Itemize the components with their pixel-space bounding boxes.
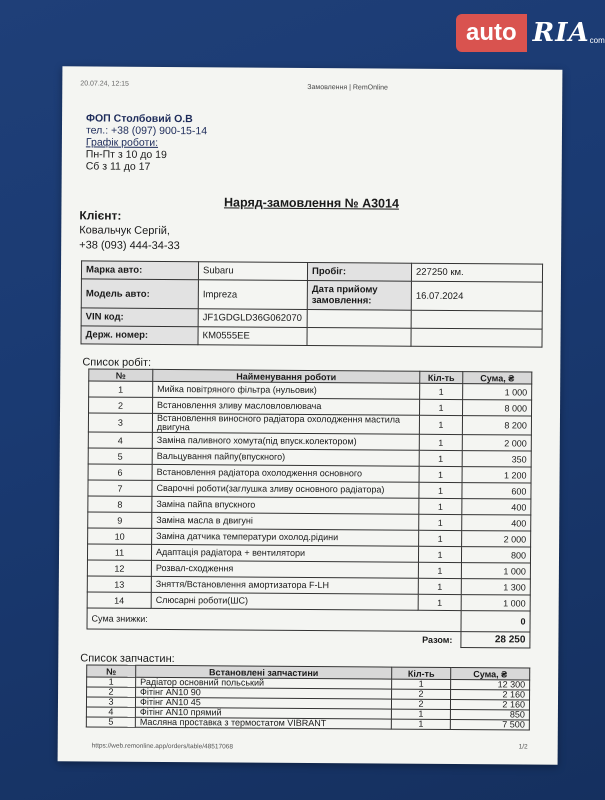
cell-num: 2	[89, 397, 153, 413]
cell-qty: 1	[419, 415, 462, 434]
cell-sum: 400	[462, 499, 531, 515]
cell-qty: 1	[419, 434, 462, 450]
total-value: 28 250	[461, 632, 530, 648]
cell-sum: 850	[450, 709, 529, 720]
parts-col-name: Встановлені запчастини	[136, 665, 392, 679]
order-title: Наряд-замовлення № А3014	[223, 195, 399, 211]
cell-qty: 2	[391, 699, 450, 709]
client-info	[79, 208, 180, 254]
car-info-table	[80, 260, 543, 347]
watermark-dot: com	[589, 35, 605, 45]
cell-num: 3	[86, 697, 135, 707]
footer-page: 1/2	[518, 743, 528, 751]
cell-qty: 1	[420, 383, 463, 399]
cell-name: Заміна пайпа впускного	[152, 496, 419, 514]
car-empty-3	[307, 327, 411, 346]
car-vin: JF1GDGLD36G062070	[198, 309, 307, 328]
cell-num: 12	[87, 560, 151, 576]
cell-qty: 1	[418, 546, 461, 562]
cell-name: Фітінг AN10 прямий	[135, 707, 391, 719]
cell-name: Фітінг AN10 45	[135, 697, 391, 709]
cell-qty: 1	[418, 578, 461, 594]
total-label: Разом:	[422, 634, 453, 645]
works-table	[86, 368, 532, 648]
shop-schedule-weekdays: Пн-Пт з 10 до 19	[85, 148, 167, 161]
car-brand: Subaru	[198, 262, 307, 281]
car-plate-label: Держ. номер:	[81, 326, 198, 345]
cell-num: 10	[88, 528, 152, 544]
shop-schedule-label: Графік роботи:	[85, 136, 159, 149]
footer-url: https://web.remonline.app/orders/table/48517068	[91, 742, 234, 751]
works-col-num: №	[89, 369, 153, 381]
car-mileage-label: Пробіг:	[307, 262, 411, 281]
cell-sum: 12 300	[451, 679, 530, 690]
car-model-label: Модель авто:	[81, 279, 198, 309]
table-row	[86, 717, 529, 730]
cell-sum: 800	[461, 547, 530, 563]
client-label: Клієнт:	[79, 208, 122, 223]
shop-name: ФОП Столбовий О.В	[86, 112, 193, 126]
cell-num: 9	[88, 512, 152, 528]
cell-sum: 350	[462, 451, 531, 467]
cell-sum: 1 000	[461, 563, 530, 579]
cell-sum: 1 200	[462, 467, 531, 483]
cell-name: Встановлення радіатора охолодження основного	[152, 464, 419, 482]
cell-sum: 1 300	[461, 579, 530, 595]
cell-name: Фітінг AN10 90	[136, 687, 392, 699]
parts-col-qty: Кіл-ть	[392, 667, 451, 679]
cell-num: 1	[87, 677, 136, 687]
print-title: Замовлення | RemOnline	[307, 83, 388, 92]
parts-table	[86, 664, 530, 730]
cell-num: 3	[88, 413, 152, 432]
cell-num: 5	[88, 448, 152, 464]
cell-qty: 1	[419, 450, 462, 466]
cell-qty: 2	[392, 689, 451, 699]
cell-qty: 1	[418, 594, 461, 610]
shop-info	[86, 112, 208, 173]
cell-num: 4	[86, 707, 135, 717]
cell-name: Розвал-сходження	[151, 560, 418, 578]
cell-sum: 400	[462, 515, 531, 531]
cell-name: Вальцування пайпу(впускного)	[152, 448, 419, 466]
cell-qty: 1	[392, 679, 451, 689]
cell-num: 13	[87, 576, 151, 592]
cell-sum: 8 200	[462, 416, 531, 435]
cell-num: 8	[88, 496, 152, 512]
car-mileage: 227250 км.	[411, 263, 542, 282]
shop-phone: тел.: +38 (097) 900-15-14	[85, 124, 208, 138]
cell-name: Масляна проставка з термостатом VIBRANT	[135, 717, 391, 729]
print-date: 20.07.24, 12:15	[80, 80, 129, 88]
parts-title: Список запчастин:	[80, 652, 175, 666]
cell-name: Радіатор основний польський	[136, 677, 392, 689]
cell-num: 4	[88, 432, 152, 448]
car-vin-label: VIN код:	[81, 308, 198, 327]
cell-qty: 1	[391, 709, 450, 719]
cell-num: 14	[87, 592, 151, 608]
cell-qty: 1	[419, 482, 462, 498]
cell-sum: 600	[462, 483, 531, 499]
cell-name: Заміна паливного хомута(під впуск.колектором)	[152, 432, 419, 450]
parts-col-num: №	[87, 665, 136, 677]
cell-name: Мийка повітряного фільтра (нульовик)	[153, 381, 420, 399]
cell-qty: 1	[418, 562, 461, 578]
cell-name: Сварочні роботи(заглушка зливу основного радіатора)	[152, 480, 419, 498]
cell-name: Встановлення виносного радіатора охолодження мастила двигуна	[152, 413, 419, 434]
order-document	[58, 66, 563, 764]
car-brand-label: Марка авто:	[81, 261, 198, 280]
car-date: 16.07.2024	[411, 281, 542, 311]
cell-name: Адаптація радіатора + вентилятори	[151, 544, 418, 562]
car-plate: КМ0555ЕЕ	[198, 327, 307, 346]
cell-num: 5	[86, 717, 135, 727]
client-name: Ковальчук Сергій,	[79, 224, 171, 238]
cell-num: 1	[89, 381, 153, 397]
cell-qty: 1	[419, 514, 462, 530]
cell-sum: 2 160	[450, 699, 529, 710]
car-empty-1	[307, 309, 411, 328]
cell-num: 6	[88, 464, 152, 480]
shop-schedule-saturday: Сб з 11 до 17	[85, 160, 151, 173]
discount-label: Сума знижки:	[87, 608, 461, 632]
cell-qty: 1	[391, 719, 450, 729]
car-empty-4	[411, 328, 542, 347]
watermark-auto: auto	[456, 14, 527, 52]
cell-sum: 1 000	[461, 595, 530, 611]
cell-qty: 1	[419, 466, 462, 482]
cell-sum: 8 000	[463, 400, 532, 416]
cell-qty: 1	[420, 399, 463, 415]
cell-name: Зняття/Встановлення амортизатора F-LH	[151, 576, 418, 594]
cell-qty: 1	[419, 530, 462, 546]
cell-sum: 2 000	[462, 531, 531, 547]
works-col-sum: Сума, ₴	[463, 372, 532, 384]
cell-name: Слюсарні роботи(ШС)	[151, 592, 418, 610]
cell-sum: 2 160	[451, 689, 530, 700]
cell-name: Заміна масла в двигуні	[152, 512, 419, 530]
cell-num: 7	[88, 480, 152, 496]
cell-name: Заміна датчика температури охолод.рідини	[152, 528, 419, 546]
car-date-label: Дата прийому замовлення:	[307, 280, 411, 310]
car-empty-2	[411, 310, 542, 329]
cell-name: Встановлення зливу масловловлювача	[153, 397, 420, 415]
cell-num: 11	[87, 544, 151, 560]
cell-sum: 2 000	[462, 435, 531, 451]
car-model: Impreza	[198, 280, 307, 310]
cell-num: 2	[87, 687, 136, 697]
works-col-qty: Кіл-ть	[420, 371, 463, 383]
works-col-name: Найменування роботи	[153, 369, 420, 383]
cell-qty: 1	[419, 498, 462, 514]
client-phone: +38 (093) 444-34-33	[79, 239, 180, 253]
cell-sum: 7 500	[450, 719, 529, 730]
discount-value: 0	[461, 611, 530, 632]
watermark-ria: RIA	[532, 18, 590, 48]
works-title: Список робіт:	[82, 356, 152, 369]
parts-col-sum: Сума, ₴	[451, 667, 530, 680]
autoria-watermark	[456, 12, 605, 54]
cell-sum: 1 000	[463, 384, 532, 400]
